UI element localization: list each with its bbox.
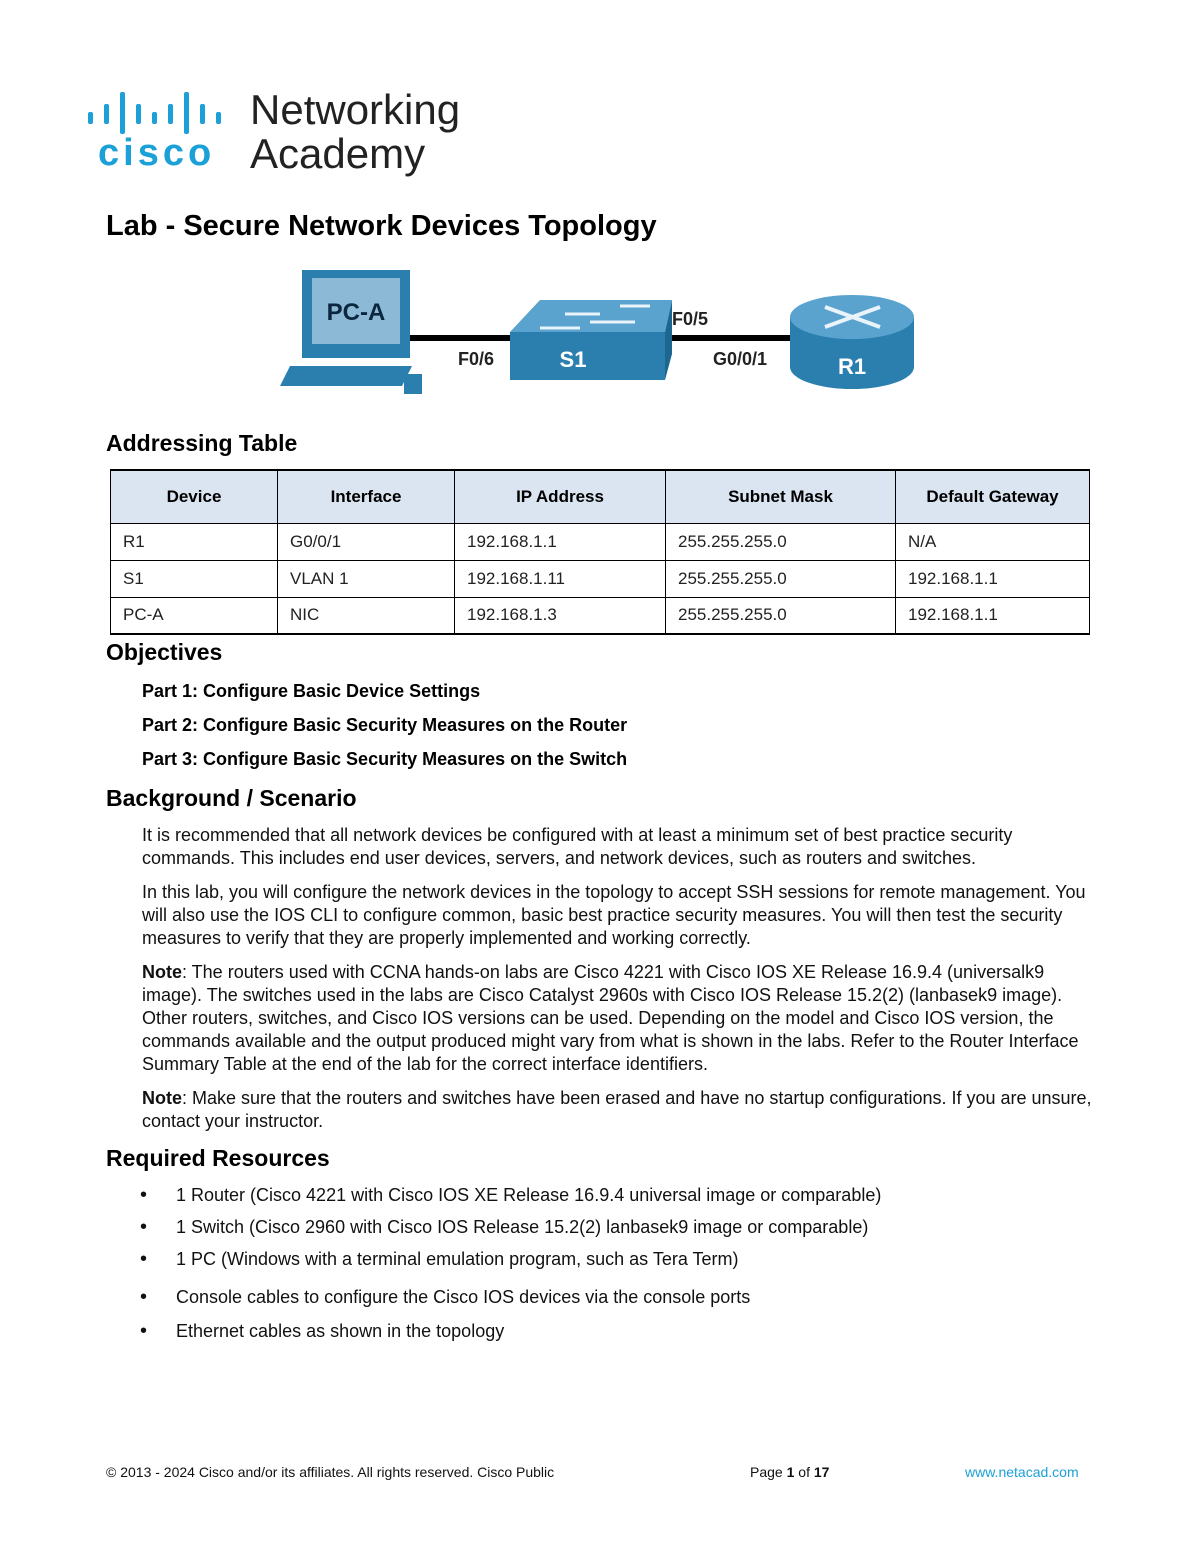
port-label-g0-0-1: G0/0/1 xyxy=(713,349,768,369)
cell: 192.168.1.1 xyxy=(455,523,666,560)
cell: R1 xyxy=(111,523,278,560)
addressing-table xyxy=(110,469,1090,635)
note-paragraph-1 xyxy=(142,961,1092,1076)
cell: S1 xyxy=(111,560,278,597)
pc-icon xyxy=(280,270,422,394)
cell: NIC xyxy=(278,597,455,634)
note-text: : The routers used with CCNA hands-on labs are Cisco 4221 with Cisco IOS XE Release 16.9.4 (universalk9 image). The switches used in the labs are Cisco Catalyst 2960s with Cisco IOS Release 15.2(2) (lanbasek9 image). Other routers, switches, and Cisco IOS versions can be used. Depending on the model and Cisco IOS version, the commands available and the output produced might vary from what is shown in the labs. Refer to the Router Interface Summary Table at the end of the lab for the correct interface identifiers. xyxy=(142,962,1079,1074)
background-paragraph-1: It is recommended that all network devices be configured with at least a minimum set of best practice security commands. This includes end user devices, servers, and network devices, such as routers and switches. xyxy=(142,825,1013,868)
switch-label: S1 xyxy=(559,347,587,372)
note-text: : Make sure that the routers and switches have been erased and have no startup configurations. If you are unsure, contact your instructor. xyxy=(142,1088,1092,1131)
router-label: R1 xyxy=(837,354,867,379)
cell: 192.168.1.3 xyxy=(455,597,666,634)
cisco-bars-icon xyxy=(84,90,234,134)
column-header: Device xyxy=(111,470,278,523)
footer-page-number: Page 1 of 17 xyxy=(750,1464,830,1480)
cell: 255.255.255.0 xyxy=(666,560,896,597)
table-row xyxy=(111,523,1090,560)
cell: 192.168.1.1 xyxy=(896,597,1090,634)
column-header: Default Gateway xyxy=(896,470,1090,523)
column-header: IP Address xyxy=(455,470,666,523)
list-item: • 1 Switch (Cisco 2960 with Cisco IOS Release 15.2(2) lanbasek9 image or comparable) xyxy=(142,1214,881,1246)
table-row xyxy=(111,560,1090,597)
table-row xyxy=(111,597,1090,634)
port-label-f0-6: F0/6 xyxy=(458,349,495,369)
cell: PC-A xyxy=(111,597,278,634)
list-item: • 1 PC (Windows with a terminal emulation program, such as Tera Term) xyxy=(142,1246,881,1284)
list-item: • Console cables to configure the Cisco IOS devices via the console ports xyxy=(142,1284,881,1318)
list-item: • 1 Router (Cisco 4221 with Cisco IOS XE Release 16.9.4 universal image or comparable) xyxy=(142,1182,881,1214)
list-item: • Ethernet cables as shown in the topology xyxy=(142,1318,881,1350)
note-label: Note xyxy=(142,962,182,982)
objectives-heading: Objectives xyxy=(106,639,223,665)
cell: 192.168.1.1 xyxy=(896,560,1090,597)
cell: 255.255.255.0 xyxy=(666,597,896,634)
background-paragraph-2: In this lab, you will configure the network devices in the topology to accept SSH sessions for remote management. You will also use the IOS CLI to configure common, basic best practice security measures. You will then test the security measures to verify that they are properly implemented and working correctly. xyxy=(142,882,1086,948)
table-header-row xyxy=(111,470,1090,523)
note-paragraph-2 xyxy=(142,1087,1092,1133)
cell: 255.255.255.0 xyxy=(666,523,896,560)
resources-list xyxy=(142,1182,881,1350)
required-resources-heading: Required Resources xyxy=(106,1145,330,1171)
note-label: Note xyxy=(142,1088,182,1108)
footer-copyright: © 2013 - 2024 Cisco and/or its affiliates. All rights reserved. Cisco Public xyxy=(106,1464,555,1480)
cell: G0/0/1 xyxy=(278,523,455,560)
page-title: Lab - Secure Network Devices Topology xyxy=(106,210,657,242)
objective-part-2: Part 2: Configure Basic Security Measures on the Router xyxy=(142,715,628,735)
cell: 192.168.1.11 xyxy=(455,560,666,597)
topology-diagram xyxy=(280,262,930,402)
cisco-wordmark: cisco xyxy=(98,132,216,174)
logo-networking: Networking xyxy=(250,86,461,133)
background-heading: Background / Scenario xyxy=(106,785,357,811)
objective-part-1: Part 1: Configure Basic Device Settings xyxy=(142,681,481,701)
netacad-link[interactable]: www.netacad.com xyxy=(965,1464,1079,1480)
column-header: Subnet Mask xyxy=(666,470,896,523)
cisco-networking-academy-logo xyxy=(84,84,474,184)
objective-part-3: Part 3: Configure Basic Security Measures on the Switch xyxy=(142,749,628,769)
column-header: Interface xyxy=(278,470,455,523)
switch-icon xyxy=(510,300,672,380)
cell: VLAN 1 xyxy=(278,560,455,597)
router-icon xyxy=(790,295,914,389)
cell: N/A xyxy=(896,523,1090,560)
logo-academy: Academy xyxy=(250,130,426,177)
addressing-table-heading: Addressing Table xyxy=(106,430,298,456)
pc-label: PC-A xyxy=(326,299,386,326)
port-label-f0-5: F0/5 xyxy=(672,309,709,329)
